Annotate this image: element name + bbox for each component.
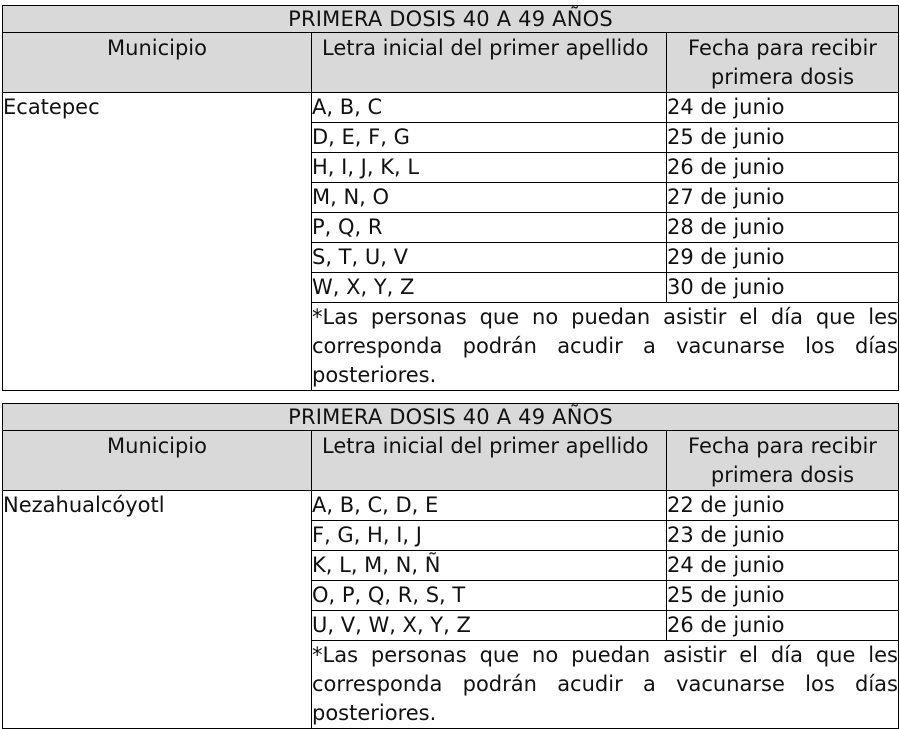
row-letters: A, B, C	[312, 93, 667, 123]
row-letters: K, L, M, N, Ñ	[312, 551, 667, 581]
header-fecha: Fecha para recibir primera dosis	[667, 431, 899, 491]
header-fecha: Fecha para recibir primera dosis	[667, 33, 899, 93]
row-date: 30 de junio	[667, 273, 899, 303]
row-date: 23 de junio	[667, 521, 899, 551]
municipio-name: Nezahualcóyotl	[3, 491, 312, 729]
table-row	[3, 491, 899, 521]
header-letra-inicial: Letra inicial del primer apellido	[312, 431, 667, 491]
table-title: PRIMERA DOSIS 40 A 49 AÑOS	[3, 6, 899, 33]
schedule-table-ecatepec	[2, 5, 899, 391]
row-letters: M, N, O	[312, 183, 667, 213]
row-letters: U, V, W, X, Y, Z	[312, 611, 667, 641]
header-municipio: Municipio	[3, 33, 312, 93]
footnote: *Las personas que no puedan asistir el día que les corresponda podrán acudir a vacunarse los días posteriores.	[312, 303, 899, 391]
row-date: 26 de junio	[667, 611, 899, 641]
row-date: 22 de junio	[667, 491, 899, 521]
row-date: 24 de junio	[667, 551, 899, 581]
municipio-name: Ecatepec	[3, 93, 312, 391]
row-date: 27 de junio	[667, 183, 899, 213]
row-letters: D, E, F, G	[312, 123, 667, 153]
table-row	[3, 93, 899, 123]
row-letters: A, B, C, D, E	[312, 491, 667, 521]
header-municipio: Municipio	[3, 431, 312, 491]
row-date: 25 de junio	[667, 581, 899, 611]
row-date: 25 de junio	[667, 123, 899, 153]
schedule-table-nezahualcoyotl	[2, 403, 899, 729]
row-date: 24 de junio	[667, 93, 899, 123]
row-date: 28 de junio	[667, 213, 899, 243]
footnote: *Las personas que no puedan asistir el día que les corresponda podrán acudir a vacunarse los días posteriores.	[312, 641, 899, 729]
table-title: PRIMERA DOSIS 40 A 49 AÑOS	[3, 404, 899, 431]
row-letters: H, I, J, K, L	[312, 153, 667, 183]
header-letra-inicial: Letra inicial del primer apellido	[312, 33, 667, 93]
row-letters: O, P, Q, R, S, T	[312, 581, 667, 611]
row-letters: P, Q, R	[312, 213, 667, 243]
row-letters: S, T, U, V	[312, 243, 667, 273]
row-date: 29 de junio	[667, 243, 899, 273]
row-date: 26 de junio	[667, 153, 899, 183]
row-letters: F, G, H, I, J	[312, 521, 667, 551]
row-letters: W, X, Y, Z	[312, 273, 667, 303]
